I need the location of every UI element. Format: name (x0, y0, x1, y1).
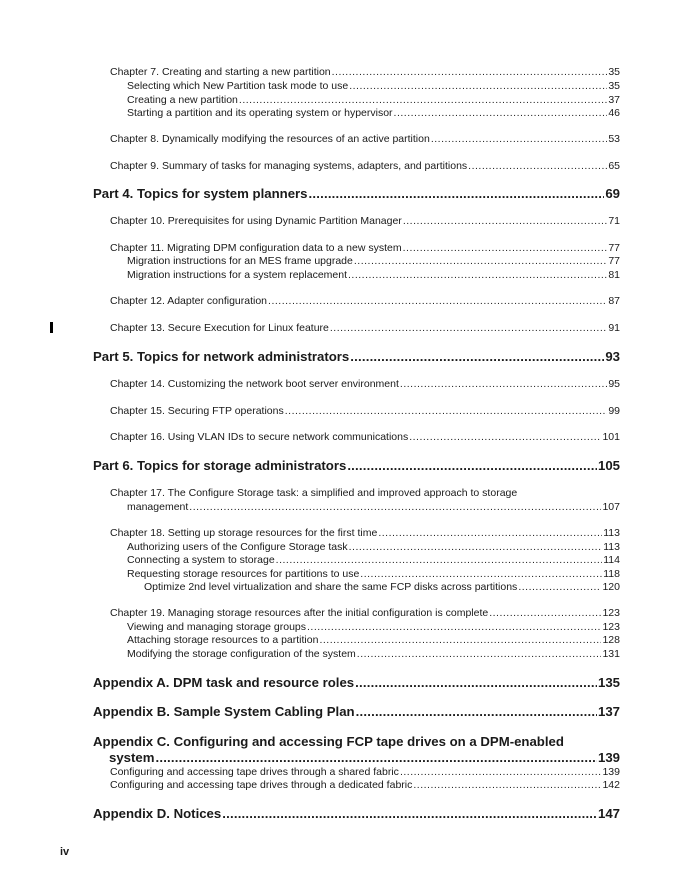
toc-entry-page: 37 (608, 94, 620, 106)
toc-entry-appendix-c-line1[interactable]: Appendix C. Configuring and accessing FCP tape drives on a DPM-enabled (93, 734, 564, 749)
toc-entry-title: Chapter 9. Summary of tasks for managing systems, adapters, and partitions (110, 160, 468, 172)
toc-entry-section-19-2[interactable] (127, 634, 620, 647)
toc-entry-chapter-17-line1[interactable]: Chapter 17. The Configure Storage task: a simplified and improved approach to storage (110, 487, 518, 499)
toc-leader-dots (319, 634, 601, 647)
toc-leader-dots (349, 541, 603, 554)
toc-entry-page: 147 (597, 806, 620, 821)
toc-entry-page: 71 (608, 215, 620, 227)
toc-entry-chapter-16[interactable] (110, 431, 620, 444)
toc-entry-page: 77 (608, 255, 620, 267)
toc-entry-title: Configuring and accessing tape drives through a shared fabric (110, 766, 399, 778)
toc-leader-dots (348, 269, 607, 282)
toc-leader-dots (403, 242, 608, 255)
toc-leader-dots (354, 255, 607, 268)
toc-entry-page: 128 (602, 634, 620, 646)
toc-entry-appendix-c[interactable] (109, 749, 620, 766)
toc-leader-dots (222, 805, 597, 822)
toc-entry-title: Chapter 7. Creating and starting a new partition (110, 66, 331, 78)
toc-entry-chapter-18[interactable] (110, 527, 620, 540)
toc-entry-page: 131 (602, 648, 620, 660)
toc-leader-dots (285, 405, 608, 418)
toc-leader-dots (330, 322, 607, 335)
toc-entry-page: 107 (602, 501, 620, 513)
toc-entry-title: management (127, 501, 189, 513)
toc-leader-dots (403, 215, 608, 228)
toc-entry-title: Chapter 15. Securing FTP operations (110, 405, 284, 417)
toc-leader-dots (468, 160, 607, 173)
toc-entry-title: Chapter 14. Customizing the network boot server environment (110, 378, 399, 390)
toc-leader-dots (350, 348, 604, 365)
toc-entry-page: 77 (608, 242, 620, 254)
toc-entry-section-7-1[interactable] (127, 80, 620, 93)
page-number: iv (60, 846, 70, 858)
toc-entry-page: 114 (603, 554, 620, 566)
toc-entry-title: Viewing and managing storage groups (127, 621, 307, 633)
toc-entry-section-19-1[interactable] (127, 621, 620, 634)
toc-entry-chapter-8[interactable] (110, 133, 620, 146)
toc-entry-title: Chapter 10. Prerequisites for using Dynamic Partition Manager (110, 215, 402, 227)
toc-entry-title: Chapter 19. Managing storage resources after the initial configuration is complete (110, 607, 489, 619)
toc-entry-section-19-3[interactable] (127, 648, 620, 661)
toc-entry-title: Part 6. Topics for storage administrators (93, 458, 347, 473)
toc-entry-title: Part 4. Topics for system planners (93, 186, 308, 201)
toc-entry-page: 139 (597, 750, 620, 765)
toc-entry-title: Creating a new partition (127, 94, 238, 106)
toc-entry-chapter-7[interactable] (110, 66, 620, 79)
toc-entry-page: 91 (608, 322, 620, 334)
toc-entry-page: 118 (603, 568, 620, 580)
toc-entry-title: Configuring and accessing tape drives through a dedicated fabric (110, 779, 413, 791)
toc-entry-section-c-2[interactable] (110, 779, 620, 792)
toc-entry-page: 139 (602, 766, 620, 778)
toc-entry-title: Chapter 11. Migrating DPM configuration data to a new system (110, 242, 402, 254)
toc-entry-title: Migration instructions for an MES frame upgrade (127, 255, 353, 267)
toc-entry-title: Migration instructions for a system replacement (127, 269, 348, 281)
toc-entry-section-7-2[interactable] (127, 94, 620, 107)
toc-leader-dots (489, 607, 601, 620)
toc-entry-page: 65 (608, 160, 620, 172)
toc-entry-title: system (109, 750, 155, 765)
toc-entry-title: Appendix A. DPM task and resource roles (93, 675, 355, 690)
toc-entry-appendix-a[interactable] (93, 674, 620, 691)
toc-entry-chapter-11[interactable] (110, 242, 620, 255)
toc-entry-page: 35 (608, 80, 620, 92)
toc-entry-title: Attaching storage resources to a partition (127, 634, 319, 646)
toc-entry-section-11-1[interactable] (127, 255, 620, 268)
toc-entry-page: 142 (602, 779, 620, 791)
toc-entry-chapter-10[interactable] (110, 215, 620, 228)
toc-leader-dots (309, 185, 605, 202)
toc-entry-title: Authorizing users of the Configure Storage task (127, 541, 348, 553)
toc-entry-title: Starting a partition and its operating system or hypervisor (127, 107, 393, 119)
toc-entry-page: 95 (608, 378, 620, 390)
toc-entry-title: Chapter 16. Using VLAN IDs to secure network communications (110, 431, 409, 443)
toc-entry-page: 99 (608, 405, 620, 417)
toc-leader-dots (268, 295, 607, 308)
toc-entry-chapter-19[interactable] (110, 607, 620, 620)
toc-entry-title: Chapter 18. Setting up storage resources for the first time (110, 527, 378, 539)
toc-leader-dots (239, 94, 607, 107)
toc-leader-dots (357, 648, 602, 661)
toc-entry-title: Modifying the storage configuration of the system (127, 648, 356, 660)
toc-entry-section-18-3-1[interactable] (144, 581, 620, 594)
toc-entry-title: Connecting a system to storage (127, 554, 275, 566)
toc-entry-section-11-2[interactable] (127, 269, 620, 282)
toc-leader-dots (155, 749, 597, 766)
toc-entry-appendix-b[interactable] (93, 703, 620, 720)
toc-entry-title: Requesting storage resources for partitions to use (127, 568, 360, 580)
toc-entry-page: 135 (597, 675, 620, 690)
toc-entry-section-7-3[interactable] (127, 107, 620, 120)
toc-leader-dots (347, 457, 597, 474)
toc-entry-title: Appendix B. Sample System Cabling Plan (93, 704, 355, 719)
toc-entry-chapter-17[interactable] (127, 501, 620, 514)
toc-leader-dots (409, 431, 601, 444)
toc-leader-dots (355, 674, 597, 691)
toc-entry-title: Chapter 8. Dynamically modifying the resources of an active partition (110, 133, 430, 145)
toc-entry-chapter-13[interactable] (110, 322, 620, 335)
toc-leader-dots (349, 80, 607, 93)
toc-entry-title: Selecting which New Partition task mode to use (127, 80, 349, 92)
toc-entry-page: 137 (597, 704, 620, 719)
toc-entry-page: 93 (605, 349, 620, 364)
toc-leader-dots (394, 107, 608, 120)
toc-leader-dots (431, 133, 607, 146)
toc-leader-dots (307, 621, 601, 634)
toc-leader-dots (518, 581, 601, 594)
toc-entry-title: Optimize 2nd level virtualization and share the same FCP disks across partitions (144, 581, 518, 593)
toc-entry-page: 69 (605, 186, 620, 201)
toc-entry-title: Appendix D. Notices (93, 806, 222, 821)
toc-entry-appendix-d[interactable] (93, 805, 620, 822)
toc-entry-section-c-1[interactable] (110, 766, 620, 779)
toc-leader-dots (378, 527, 602, 540)
toc-entry-page: 123 (602, 607, 620, 619)
toc-entry-title: Chapter 13. Secure Execution for Linux feature (110, 322, 329, 334)
toc-entry-page: 113 (603, 541, 620, 553)
toc-leader-dots (360, 568, 602, 581)
toc-entry-page: 35 (608, 66, 620, 78)
toc-leader-dots (413, 779, 601, 792)
toc-entry-page: 53 (608, 133, 620, 145)
toc-entry-page: 120 (602, 581, 620, 593)
revision-change-bar (50, 322, 53, 333)
toc-entry-part-4[interactable] (93, 185, 620, 202)
toc-leader-dots (400, 378, 607, 391)
toc-entry-section-18-1[interactable] (127, 541, 620, 554)
toc-entry-page: 87 (608, 295, 620, 307)
toc-entry-chapter-9[interactable] (110, 160, 620, 173)
toc-entry-chapter-15[interactable] (110, 405, 620, 418)
toc-entry-page: 113 (603, 527, 620, 539)
toc-entry-chapter-14[interactable] (110, 378, 620, 391)
toc-entry-part-6[interactable] (93, 457, 620, 474)
toc-leader-dots (356, 703, 597, 720)
toc-entry-page: 101 (602, 431, 620, 443)
toc-entry-title: Part 5. Topics for network administrators (93, 349, 350, 364)
toc-entry-page: 105 (597, 458, 620, 473)
toc-entry-page: 46 (608, 107, 620, 119)
toc-entry-section-18-3[interactable] (127, 568, 620, 581)
toc-entry-section-18-2[interactable] (127, 554, 620, 567)
toc-leader-dots (400, 766, 602, 779)
toc-leader-dots (332, 66, 608, 79)
toc-entry-chapter-12[interactable] (110, 295, 620, 308)
toc-entry-title: Chapter 12. Adapter configuration (110, 295, 268, 307)
toc-leader-dots (276, 554, 603, 567)
toc-entry-page: 123 (602, 621, 620, 633)
toc-entry-part-5[interactable] (93, 348, 620, 365)
toc-entry-page: 81 (608, 269, 620, 281)
toc-leader-dots (189, 501, 601, 514)
